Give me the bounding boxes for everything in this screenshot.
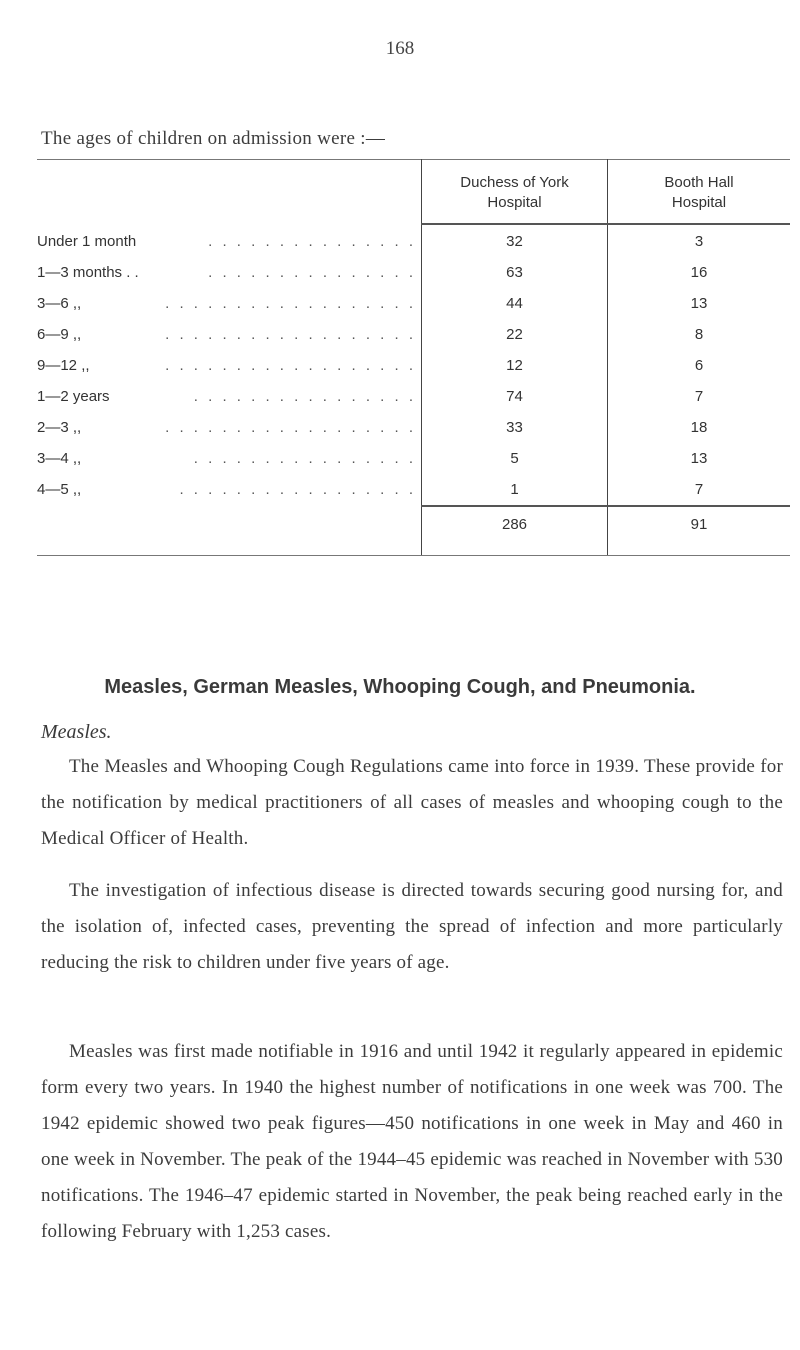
row-value-duchess: 33 xyxy=(506,419,523,436)
total-booth: 91 xyxy=(690,516,708,533)
table-row xyxy=(37,388,790,408)
row-leader: . . . . . . . . . . . . . . . . . . xyxy=(165,357,416,374)
totals-row xyxy=(37,516,790,536)
row-value-duchess: 74 xyxy=(506,388,523,405)
total-duchess: 286 xyxy=(501,516,528,533)
row-value-booth: 18 xyxy=(690,419,708,436)
row-leader: . . . . . . . . . . . . . . . . xyxy=(193,450,416,467)
row-leader: . . . . . . . . . . . . . . . . . . xyxy=(165,295,416,312)
paragraph-investigation: The investigation of infectious disease is directed towards securing good nursing for, and the isolation of, infected cases, preventing the spread of infection and more particularly reducing the risk to children under five years of age. xyxy=(41,880,783,973)
row-value-duchess: 1 xyxy=(510,481,519,498)
table-row xyxy=(37,357,790,377)
row-value-booth: 3 xyxy=(694,233,704,250)
row-value-duchess: 22 xyxy=(506,326,523,343)
row-label: 3—6 ,, xyxy=(37,295,82,312)
row-value-booth: 13 xyxy=(690,295,708,312)
table-row xyxy=(37,295,790,315)
row-leader: . . . . . . . . . . . . . . . . . xyxy=(179,481,416,498)
row-value-duchess: 5 xyxy=(510,450,519,467)
table-row xyxy=(37,326,790,346)
row-label: 1—3 months . . xyxy=(37,264,139,281)
section-heading: Measles, German Measles, Whooping Cough, and Pneumonia. xyxy=(104,676,696,698)
header-rule xyxy=(421,223,790,225)
row-leader: . . . . . . . . . . . . . . . xyxy=(208,233,416,250)
row-value-duchess: 12 xyxy=(506,357,523,374)
subsection-heading: Measles. xyxy=(41,721,112,743)
column-header-duchess-of-york-label: Duchess of York Hospital xyxy=(460,174,569,211)
table-row xyxy=(37,419,790,439)
table-row xyxy=(37,264,790,284)
row-label: 9—12 ,, xyxy=(37,357,90,374)
page-number: 168 xyxy=(385,38,415,59)
row-label: 1—2 years xyxy=(37,388,110,405)
paragraph-history: Measles was first made notifiable in 1916 and until 1942 it regularly appeared in epidemic form every two years. In 1940 the highest number of notifications in one week was 700. The 1942 epidemic showed two peak figures—450 notifications in one week in May and 460 in one week in November. The peak of the 1944–45 epidemic was reached in November with 530 notifications. The 1946–47 epidemic started in November, the peak being reached early in the following February with 1,253 cases. xyxy=(41,1041,783,1242)
row-value-booth: 6 xyxy=(694,357,704,374)
row-value-booth: 13 xyxy=(690,450,708,467)
column-header-duchess-of-york xyxy=(422,173,607,213)
table-intro: The ages of children on admission were :— xyxy=(41,128,386,149)
row-leader: . . . . . . . . . . . . . . . . . . xyxy=(165,326,416,343)
row-value-booth: 8 xyxy=(694,326,704,343)
row-label: Under 1 month xyxy=(37,233,137,250)
column-header-booth-hall-label: Booth Hall Hospital xyxy=(664,174,734,211)
row-value-booth: 7 xyxy=(694,481,704,498)
row-label: 4—5 ,, xyxy=(37,481,82,498)
table-row xyxy=(37,481,790,501)
row-label: 6—9 ,, xyxy=(37,326,82,343)
table-top-rule xyxy=(37,159,790,160)
row-value-duchess: 63 xyxy=(506,264,523,281)
column-header-booth-hall xyxy=(608,173,790,213)
row-label: 3—4 ,, xyxy=(37,450,82,467)
row-value-booth: 7 xyxy=(694,388,704,405)
row-leader: . . . . . . . . . . . . . . . . xyxy=(193,388,416,405)
row-value-booth: 16 xyxy=(690,264,708,281)
table-row xyxy=(37,450,790,470)
row-leader: . . . . . . . . . . . . . . . . . . xyxy=(165,419,416,436)
row-leader: . . . . . . . . . . . . . . . xyxy=(208,264,416,281)
table-bottom-rule xyxy=(37,555,790,556)
row-label: 2—3 ,, xyxy=(37,419,82,436)
row-value-duchess: 32 xyxy=(506,233,523,250)
table-row xyxy=(37,233,790,253)
totals-rule xyxy=(421,505,790,507)
admission-ages-table xyxy=(37,159,790,557)
row-value-duchess: 44 xyxy=(506,295,523,312)
paragraph-regulations: The Measles and Whooping Cough Regulations came into force in 1939. These provide for the notification by medical practitioners of all cases of measles and whooping cough to the Medical Officer of Health. xyxy=(41,756,783,849)
